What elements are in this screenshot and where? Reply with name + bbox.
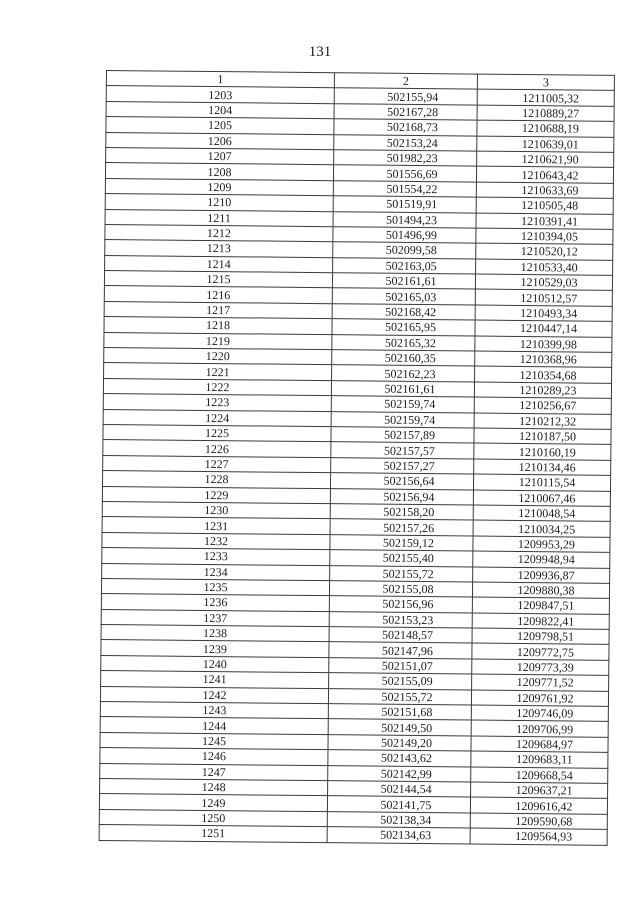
y-coordinate-cell: 1209684,97 xyxy=(471,736,608,753)
x-coordinate-cell: 502155,09 xyxy=(329,673,472,690)
column-header-x: 2 xyxy=(334,73,477,90)
point-number-cell: 1229 xyxy=(102,486,330,504)
x-coordinate-cell: 501496,99 xyxy=(333,227,476,244)
x-coordinate-cell: 502155,08 xyxy=(329,581,472,598)
point-number-cell: 1224 xyxy=(103,409,331,427)
x-coordinate-cell: 502148,57 xyxy=(329,627,472,644)
point-number-cell: 1240 xyxy=(101,655,329,673)
point-number-cell: 1243 xyxy=(100,701,328,719)
y-coordinate-cell: 1210633,69 xyxy=(476,182,613,199)
coordinates-table xyxy=(99,70,615,845)
x-coordinate-cell: 502165,95 xyxy=(332,319,475,336)
x-coordinate-cell: 502157,26 xyxy=(330,519,473,536)
point-number-cell: 1216 xyxy=(104,286,332,304)
y-coordinate-cell: 1210688,19 xyxy=(477,120,614,137)
x-coordinate-cell: 502168,73 xyxy=(334,119,477,136)
y-coordinate-cell: 1209590,68 xyxy=(470,813,607,830)
point-number-cell: 1247 xyxy=(100,763,328,781)
y-coordinate-cell: 1210067,46 xyxy=(473,490,610,507)
point-number-cell: 1214 xyxy=(105,255,333,273)
y-coordinate-cell: 1210160,19 xyxy=(474,443,611,460)
x-coordinate-cell: 502158,20 xyxy=(330,504,473,521)
y-coordinate-cell: 1210368,96 xyxy=(475,351,612,368)
y-coordinate-cell: 1209953,29 xyxy=(473,536,610,553)
point-number-cell: 1218 xyxy=(104,317,332,335)
x-coordinate-cell: 502161,61 xyxy=(332,273,475,290)
point-number-cell: 1234 xyxy=(102,563,330,581)
x-coordinate-cell: 502153,23 xyxy=(329,611,472,628)
point-number-cell: 1250 xyxy=(99,809,327,827)
x-coordinate-cell: 502155,72 xyxy=(328,688,471,705)
point-number-cell: 1248 xyxy=(100,778,328,796)
x-coordinate-cell: 502151,68 xyxy=(328,704,471,721)
y-coordinate-cell: 1210134,46 xyxy=(474,459,611,476)
x-coordinate-cell: 502159,74 xyxy=(331,396,474,413)
x-coordinate-cell: 502144,54 xyxy=(328,781,471,798)
y-coordinate-cell: 1209706,99 xyxy=(471,720,608,737)
x-coordinate-cell: 502143,62 xyxy=(328,750,471,767)
y-coordinate-cell: 1210520,12 xyxy=(476,243,613,260)
y-coordinate-cell: 1210391,41 xyxy=(476,213,613,230)
page-number: 131 xyxy=(308,44,332,60)
y-coordinate-cell: 1209637,21 xyxy=(471,782,608,799)
x-coordinate-cell: 502157,57 xyxy=(331,442,474,459)
y-coordinate-cell: 1210621,90 xyxy=(477,151,614,168)
point-number-cell: 1236 xyxy=(101,594,329,612)
x-coordinate-cell: 501519,91 xyxy=(333,196,476,213)
point-number-cell: 1212 xyxy=(105,224,333,242)
point-number-cell: 1221 xyxy=(104,363,332,381)
x-coordinate-cell: 502159,74 xyxy=(331,411,474,428)
x-coordinate-cell: 502168,42 xyxy=(332,304,475,321)
y-coordinate-cell: 1209683,11 xyxy=(471,751,608,768)
point-number-cell: 1207 xyxy=(106,147,334,165)
y-coordinate-cell: 1210639,01 xyxy=(477,136,614,153)
y-coordinate-cell: 1210187,50 xyxy=(474,428,611,445)
point-number-cell: 1204 xyxy=(106,101,334,119)
point-number-cell: 1220 xyxy=(104,348,332,366)
point-number-cell: 1210 xyxy=(105,194,333,212)
point-number-cell: 1228 xyxy=(103,471,331,489)
y-coordinate-cell: 1210643,42 xyxy=(476,166,613,183)
x-coordinate-cell: 502155,40 xyxy=(330,550,473,567)
point-number-cell: 1226 xyxy=(103,440,331,458)
point-number-cell: 1239 xyxy=(101,640,329,658)
x-coordinate-cell: 502134,63 xyxy=(327,827,470,844)
point-number-cell: 1213 xyxy=(105,240,333,258)
x-coordinate-cell: 502142,99 xyxy=(328,765,471,782)
point-number-cell: 1244 xyxy=(100,717,328,735)
point-number-cell: 1235 xyxy=(101,578,329,596)
point-number-cell: 1245 xyxy=(100,732,328,750)
y-coordinate-cell: 1210354,68 xyxy=(475,366,612,383)
y-coordinate-cell: 1209668,54 xyxy=(471,767,608,784)
point-number-cell: 1249 xyxy=(99,794,327,812)
y-coordinate-cell: 1209746,09 xyxy=(471,705,608,722)
y-coordinate-cell: 1209798,51 xyxy=(472,628,609,645)
point-number-cell: 1233 xyxy=(102,548,330,566)
point-number-cell: 1219 xyxy=(104,332,332,350)
point-number-cell: 1222 xyxy=(103,378,331,396)
point-number-cell: 1223 xyxy=(103,394,331,412)
y-coordinate-cell: 1210289,23 xyxy=(474,382,611,399)
point-number-cell: 1246 xyxy=(100,748,328,766)
y-coordinate-cell: 1209771,52 xyxy=(472,674,609,691)
point-number-cell: 1241 xyxy=(101,671,329,689)
point-number-cell: 1227 xyxy=(103,455,331,473)
y-coordinate-cell: 1210399,98 xyxy=(475,336,612,353)
y-coordinate-cell: 1210394,05 xyxy=(476,228,613,245)
y-coordinate-cell: 1210512,57 xyxy=(475,290,612,307)
x-coordinate-cell: 501494,23 xyxy=(333,211,476,228)
x-coordinate-cell: 502149,20 xyxy=(328,734,471,751)
y-coordinate-cell: 1209847,51 xyxy=(472,597,609,614)
column-header-point-number: 1 xyxy=(106,71,334,89)
x-coordinate-cell: 502162,23 xyxy=(332,365,475,382)
y-coordinate-cell: 1210505,48 xyxy=(476,197,613,214)
y-coordinate-cell: 1209948,94 xyxy=(473,551,610,568)
x-coordinate-cell: 502165,32 xyxy=(332,334,475,351)
y-coordinate-cell: 1210889,27 xyxy=(477,105,614,122)
x-coordinate-cell: 502151,07 xyxy=(329,658,472,675)
y-coordinate-cell: 1210034,25 xyxy=(473,520,610,537)
y-coordinate-cell: 1209772,75 xyxy=(472,643,609,660)
x-coordinate-cell: 501556,69 xyxy=(333,165,476,182)
point-number-cell: 1231 xyxy=(102,517,330,535)
table-body xyxy=(99,86,614,845)
x-coordinate-cell: 501554,22 xyxy=(333,180,476,197)
point-number-cell: 1232 xyxy=(102,532,330,550)
x-coordinate-cell: 502149,50 xyxy=(328,719,471,736)
y-coordinate-cell: 1210533,40 xyxy=(476,259,613,276)
x-coordinate-cell: 502155,94 xyxy=(334,88,477,105)
point-number-cell: 1217 xyxy=(104,301,332,319)
x-coordinate-cell: 502156,96 xyxy=(329,596,472,613)
x-coordinate-cell: 502155,72 xyxy=(330,565,473,582)
y-coordinate-cell: 1210529,03 xyxy=(475,274,612,291)
point-number-cell: 1208 xyxy=(105,163,333,181)
x-coordinate-cell: 502153,24 xyxy=(334,134,477,151)
y-coordinate-cell: 1209822,41 xyxy=(472,613,609,630)
point-number-cell: 1203 xyxy=(106,86,334,104)
y-coordinate-cell: 1209936,87 xyxy=(473,567,610,584)
point-number-cell: 1238 xyxy=(101,625,329,643)
x-coordinate-cell: 502163,05 xyxy=(333,257,476,274)
y-coordinate-cell: 1210048,54 xyxy=(473,505,610,522)
x-coordinate-cell: 502159,12 xyxy=(330,534,473,551)
x-coordinate-cell: 502160,35 xyxy=(332,350,475,367)
x-coordinate-cell: 502138,34 xyxy=(327,811,470,828)
y-coordinate-cell: 1209880,38 xyxy=(472,582,609,599)
x-coordinate-cell: 502167,28 xyxy=(334,103,477,120)
x-coordinate-cell: 502099,58 xyxy=(333,242,476,259)
y-coordinate-cell: 1210256,67 xyxy=(474,397,611,414)
point-number-cell: 1237 xyxy=(101,609,329,627)
x-coordinate-cell: 502161,61 xyxy=(331,380,474,397)
y-coordinate-cell: 1210115,54 xyxy=(473,474,610,491)
x-coordinate-cell: 501982,23 xyxy=(334,150,477,167)
x-coordinate-cell: 502141,75 xyxy=(327,796,470,813)
y-coordinate-cell: 1209564,93 xyxy=(470,828,607,845)
point-number-cell: 1230 xyxy=(102,501,330,519)
y-coordinate-cell: 1210212,32 xyxy=(474,413,611,430)
y-coordinate-cell: 1209761,92 xyxy=(471,690,608,707)
x-coordinate-cell: 502147,96 xyxy=(329,642,472,659)
point-number-cell: 1251 xyxy=(99,825,327,843)
x-coordinate-cell: 502157,27 xyxy=(331,457,474,474)
y-coordinate-cell: 1211005,32 xyxy=(477,89,614,106)
y-coordinate-cell: 1210447,14 xyxy=(475,320,612,337)
point-number-cell: 1206 xyxy=(106,132,334,150)
point-number-cell: 1215 xyxy=(104,271,332,289)
coordinates-table-container xyxy=(99,70,614,845)
y-coordinate-cell: 1209773,39 xyxy=(472,659,609,676)
x-coordinate-cell: 502156,94 xyxy=(330,488,473,505)
point-number-cell: 1209 xyxy=(105,178,333,196)
x-coordinate-cell: 502165,03 xyxy=(332,288,475,305)
x-coordinate-cell: 502156,64 xyxy=(330,473,473,490)
y-coordinate-cell: 1209616,42 xyxy=(470,797,607,814)
point-number-cell: 1205 xyxy=(106,117,334,135)
point-number-cell: 1211 xyxy=(105,209,333,227)
x-coordinate-cell: 502157,89 xyxy=(331,427,474,444)
y-coordinate-cell: 1210493,34 xyxy=(475,305,612,322)
point-number-cell: 1225 xyxy=(103,424,331,442)
point-number-cell: 1242 xyxy=(100,686,328,704)
column-header-y: 3 xyxy=(477,74,614,91)
